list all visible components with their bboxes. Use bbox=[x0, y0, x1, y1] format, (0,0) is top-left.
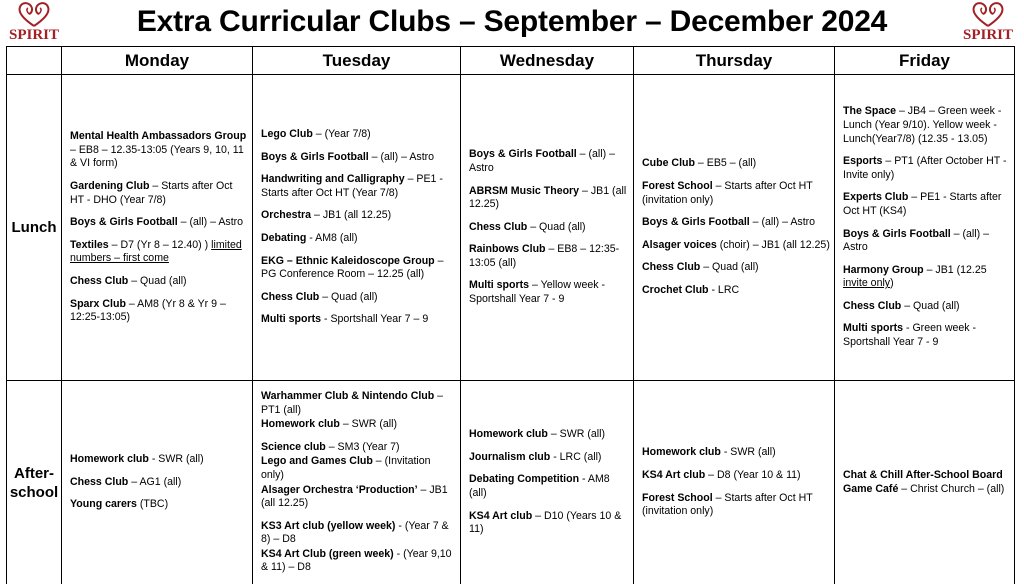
club-detail: – Quad (all) bbox=[527, 220, 586, 233]
club-name: EKG – Ethnic Kaleidoscope Group bbox=[261, 254, 435, 267]
club-name: Chess Club bbox=[261, 290, 320, 303]
club-entry bbox=[469, 185, 629, 212]
club-name: Rainbows Club bbox=[469, 243, 546, 256]
club-name: Homework club bbox=[261, 418, 340, 431]
club-entry bbox=[261, 441, 456, 455]
logo-text: SPIRIT bbox=[8, 27, 60, 43]
club-detail: - SWR (all) bbox=[148, 453, 204, 466]
club-name: Experts Club bbox=[843, 191, 909, 204]
club-detail: – (all) – Astro bbox=[843, 227, 989, 254]
club-name: Gardening Club bbox=[70, 180, 150, 193]
club-detail: – (Year 7/8) bbox=[312, 128, 371, 141]
club-entry bbox=[469, 148, 629, 175]
club-detail: – D7 (Yr 8 – 12.40) ) bbox=[108, 238, 212, 251]
after-monday-cell bbox=[62, 381, 253, 584]
club-name: Boys & Girls Football bbox=[642, 216, 750, 229]
club-name: Textiles bbox=[70, 238, 109, 251]
club-entry bbox=[261, 548, 456, 575]
club-entry bbox=[261, 151, 456, 165]
club-entry bbox=[261, 313, 456, 327]
club-name: Harmony Group bbox=[843, 263, 924, 276]
after-thursday-cell bbox=[634, 381, 835, 584]
club-entry bbox=[843, 322, 1010, 349]
club-entry bbox=[843, 191, 1010, 218]
club-entry bbox=[843, 228, 1010, 255]
club-detail: – (all) – Astro bbox=[469, 148, 615, 174]
row-label-text: Lunch bbox=[11, 219, 57, 236]
club-detail: – Quad (all) bbox=[128, 274, 187, 287]
club-detail: – JB1 (all 12.25) bbox=[311, 209, 392, 222]
club-name: KS4 Art club bbox=[469, 509, 533, 522]
club-detail: (choir) – JB1 (all 12.25) bbox=[716, 238, 830, 251]
club-name: Debating Competition bbox=[469, 473, 580, 486]
club-detail: - LRC bbox=[708, 283, 740, 296]
club-detail: - (Year 7 & 8) – D8 bbox=[261, 519, 449, 546]
club-detail: – Quad (all) bbox=[901, 299, 960, 312]
after-friday-cell bbox=[835, 381, 1015, 584]
club-entry bbox=[469, 428, 629, 442]
club-entry bbox=[261, 232, 456, 246]
club-name: Chess Club bbox=[642, 261, 701, 274]
club-entry bbox=[642, 469, 830, 483]
club-entry bbox=[261, 455, 456, 482]
club-entry bbox=[261, 390, 456, 417]
club-detail: – SWR (all) bbox=[339, 418, 397, 431]
row-label-text: school bbox=[9, 483, 59, 501]
club-name: KS3 Art club (yellow week) bbox=[261, 519, 396, 532]
club-detail: – Christ Church – (all) bbox=[898, 482, 1005, 495]
day-header-monday: Monday bbox=[62, 47, 253, 75]
club-entry bbox=[70, 453, 248, 467]
heart-swans-icon bbox=[970, 0, 1006, 28]
club-entry bbox=[70, 130, 248, 171]
club-name: Warhammer Club & Nintendo Club bbox=[261, 389, 435, 402]
club-name: Lego Club bbox=[261, 128, 313, 141]
club-name: KS4 Art Club (green week) bbox=[261, 547, 394, 560]
day-header-tuesday: Tuesday bbox=[253, 47, 461, 75]
club-detail: – PE1 - Starts after Oct HT (KS4) bbox=[843, 191, 1002, 217]
lunch-tuesday-cell bbox=[253, 75, 461, 381]
club-entry bbox=[469, 473, 629, 500]
club-name: Esports bbox=[843, 155, 883, 168]
club-name: KS4 Art club bbox=[642, 468, 706, 481]
club-detail: – Starts after Oct HT - DHO (Year 7/8) bbox=[70, 180, 233, 206]
club-entry bbox=[70, 298, 248, 325]
club-name: Crochet Club bbox=[642, 283, 709, 296]
club-detail: – JB1 (12.25 bbox=[923, 263, 987, 276]
lunch-monday-cell bbox=[62, 75, 253, 381]
club-detail: – JB4 – Green week - Lunch (Year 9/10). Yellow week - Lunch(Year7/8) (12.35 - 13.05) bbox=[843, 105, 1002, 145]
club-name: Handwriting and Calligraphy bbox=[261, 173, 405, 186]
club-name: Multi sports bbox=[261, 313, 322, 326]
club-entry bbox=[469, 243, 629, 270]
corner-cell bbox=[7, 47, 62, 75]
club-entry bbox=[261, 255, 456, 282]
club-detail: – (all) – Astro bbox=[177, 216, 244, 229]
day-header-row bbox=[7, 47, 1015, 75]
club-detail: - AM8 (all) bbox=[306, 232, 358, 244]
club-name: Multi sports bbox=[843, 322, 904, 335]
club-detail: – PT1 (all) bbox=[261, 389, 444, 416]
club-entry bbox=[261, 418, 456, 432]
lunch-friday-cell bbox=[835, 75, 1015, 381]
club-detail: - SWR (all) bbox=[720, 446, 776, 459]
club-name: Forest School bbox=[642, 180, 713, 193]
club-detail: - Green week - Sportshall Year 7 - 9 bbox=[843, 322, 977, 349]
club-name: Alsager voices bbox=[642, 238, 717, 251]
club-name: Orchestra bbox=[261, 209, 312, 222]
club-detail: – JB1 (all 12.25) bbox=[469, 184, 627, 211]
club-entry bbox=[642, 446, 830, 460]
club-entry bbox=[70, 476, 248, 490]
club-entry bbox=[70, 498, 248, 512]
club-detail: – EB5 – (all) bbox=[694, 157, 757, 170]
club-entry bbox=[261, 484, 456, 511]
club-entry bbox=[642, 492, 830, 519]
club-name: Chat & Chill After-School Board Game Café bbox=[843, 468, 1003, 495]
club-name: The Space bbox=[843, 105, 896, 118]
club-detail: – Starts after Oct HT (invitation only) bbox=[642, 180, 813, 206]
club-detail: – AG1 (all) bbox=[128, 475, 182, 488]
club-detail: – Yellow week - Sportshall Year 7 - 9 bbox=[469, 279, 605, 306]
club-entry bbox=[70, 275, 248, 289]
club-name: Boys & Girls Football bbox=[261, 150, 369, 163]
club-entry bbox=[843, 105, 1010, 146]
club-name: Multi sports bbox=[469, 279, 530, 292]
club-detail: – EB8 – 12.35-13:05 (Years 9, 10, 11 & VI form) bbox=[70, 143, 244, 170]
day-header-friday: Friday bbox=[835, 47, 1015, 75]
after-tuesday-cell bbox=[253, 381, 461, 584]
club-entry bbox=[843, 469, 1010, 496]
header bbox=[0, 0, 1024, 46]
lunch-wednesday-cell bbox=[461, 75, 634, 381]
club-name: Boys & Girls Football bbox=[843, 227, 951, 240]
club-detail: – Quad (all) bbox=[700, 261, 759, 274]
club-detail: – PG Conference Room – 12.25 (all) bbox=[261, 254, 444, 281]
club-detail: – D8 (Year 10 & 11) bbox=[705, 468, 801, 481]
club-detail: – (all) – Astro bbox=[368, 150, 435, 163]
club-entry bbox=[261, 520, 456, 547]
club-entry bbox=[469, 221, 629, 235]
club-name: Sparx Club bbox=[70, 297, 126, 310]
club-name: Homework club bbox=[70, 453, 149, 466]
club-name: Forest School bbox=[642, 491, 713, 504]
club-note: invite only bbox=[843, 277, 891, 290]
club-name: Alsager Orchestra ‘Production’ bbox=[261, 483, 418, 496]
club-entry bbox=[261, 173, 456, 200]
club-entry bbox=[70, 239, 248, 266]
club-entry bbox=[642, 180, 830, 207]
club-entry bbox=[642, 261, 830, 275]
club-detail: – SM3 (Year 7) bbox=[325, 440, 400, 453]
club-name: Boys & Girls Football bbox=[70, 216, 178, 229]
club-name: Chess Club bbox=[469, 220, 528, 233]
spirit-logo-right bbox=[958, 0, 1018, 46]
club-name: Debating bbox=[261, 232, 307, 244]
club-entry bbox=[70, 216, 248, 230]
afterschool-row bbox=[7, 381, 1015, 584]
row-label-lunch bbox=[7, 75, 62, 381]
club-entry bbox=[843, 264, 1010, 291]
club-entry bbox=[642, 157, 830, 171]
day-header-wednesday: Wednesday bbox=[461, 47, 634, 75]
timetable bbox=[6, 46, 1015, 584]
club-detail: – PE1 - Starts after Oct HT (Year 7/8) bbox=[261, 173, 443, 199]
page-title: Extra Curricular Clubs – September – December 2024 bbox=[136, 5, 888, 38]
club-name: Cube Club bbox=[642, 157, 695, 170]
club-detail: – EB8 – 12:35-13:05 (all) bbox=[469, 243, 620, 269]
club-detail: – (all) – Astro bbox=[749, 216, 816, 229]
logo-text: SPIRIT bbox=[962, 27, 1014, 43]
club-entry bbox=[469, 279, 629, 306]
club-name: Young carers bbox=[70, 498, 137, 511]
row-label-afterschool bbox=[7, 381, 62, 584]
club-entry bbox=[843, 155, 1010, 182]
club-name: ABRSM Music Theory bbox=[469, 184, 580, 197]
after-wednesday-cell bbox=[461, 381, 634, 584]
club-detail-end: ) bbox=[890, 277, 894, 290]
club-name: Chess Club bbox=[70, 475, 129, 488]
club-name: Homework club bbox=[469, 428, 548, 441]
club-entry bbox=[261, 291, 456, 305]
club-entry bbox=[469, 510, 629, 537]
club-detail: – (Invitation only) bbox=[261, 455, 431, 481]
club-name: Chess Club bbox=[843, 299, 902, 312]
club-detail: – SWR (all) bbox=[547, 428, 605, 441]
club-name: Lego and Games Club bbox=[261, 455, 373, 468]
club-detail: - LRC (all) bbox=[550, 450, 602, 463]
club-name: Boys & Girls Football bbox=[469, 148, 577, 161]
club-entry bbox=[642, 239, 830, 253]
club-name: Journalism club bbox=[469, 450, 551, 463]
club-detail: – AM8 (Yr 8 & Yr 9 – 12:25-13:05) bbox=[70, 297, 226, 324]
heart-swans-icon bbox=[16, 0, 52, 28]
club-detail: - (Year 9,10 & 11) – D8 bbox=[261, 547, 452, 574]
club-entry bbox=[642, 284, 830, 298]
club-detail: - Sportshall Year 7 – 9 bbox=[321, 313, 429, 326]
club-entry bbox=[843, 300, 1010, 314]
club-detail: - AM8 (all) bbox=[469, 473, 610, 499]
club-name: Science club bbox=[261, 440, 326, 453]
club-detail: – Starts after Oct HT (invitation only) bbox=[642, 491, 813, 518]
club-entry bbox=[261, 128, 456, 142]
club-note: limited numbers – first come bbox=[70, 238, 242, 265]
club-detail: – D10 (Years 10 & 11) bbox=[469, 509, 622, 536]
club-name: Homework club bbox=[642, 446, 721, 459]
club-detail: – Quad (all) bbox=[319, 290, 378, 303]
club-entry bbox=[261, 209, 456, 223]
club-detail: – JB1 (all 12.25) bbox=[261, 483, 448, 510]
club-name: Mental Health Ambassadors Group bbox=[70, 130, 247, 143]
spirit-logo-left bbox=[4, 0, 64, 46]
club-detail: (TBC) bbox=[136, 498, 169, 511]
day-header-thursday: Thursday bbox=[634, 47, 835, 75]
lunch-thursday-cell bbox=[634, 75, 835, 381]
club-detail: – PT1 (After October HT - Invite only) bbox=[843, 155, 1007, 181]
club-entry bbox=[642, 216, 830, 230]
row-label-text: After- bbox=[14, 464, 54, 482]
club-name: Chess Club bbox=[70, 274, 129, 287]
lunch-row bbox=[7, 75, 1015, 381]
club-entry bbox=[70, 180, 248, 207]
club-entry bbox=[469, 451, 629, 465]
